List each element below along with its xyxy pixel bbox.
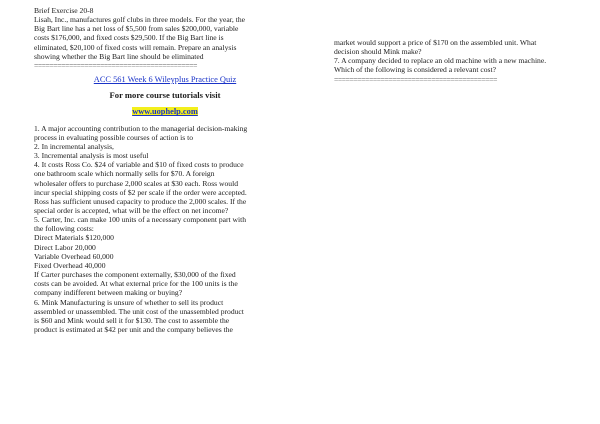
text-line: Lisah, Inc., manufactures golf clubs in three models. For the year, the — [34, 15, 245, 25]
website-link[interactable]: www.uophelp.com — [132, 107, 198, 117]
question-line: special order is accepted, what will be the effect on net income? — [34, 205, 229, 215]
questions-block — [34, 124, 296, 335]
question-line: 3. Incremental analysis is most useful — [34, 151, 149, 161]
question-line: wholesaler offers to purchase 2,000 scales at $30 each. Ross would — [34, 178, 238, 188]
cost-line: Direct Materials $120,000 — [34, 233, 114, 243]
question-line: Which of the following is considered a relevant cost? — [334, 65, 496, 75]
question-line: incur special shipping costs of $2 per scale if the order were accepted. — [34, 187, 247, 197]
question-line: 4. It costs Ross Co. $24 of variable and $10 of fixed costs to produce — [34, 160, 244, 170]
question-line: 1. A major accounting contribution to the managerial decision-making — [34, 123, 248, 133]
text-line: costs $176,000, and fixed costs $29,500. If the Big Bart line is — [34, 33, 224, 43]
cost-line: Direct Labor 20,000 — [34, 242, 96, 252]
separator-line: ========================================== — [34, 60, 198, 70]
question-line: Ross has sufficient unused capacity to produce the 2,000 scales. If the — [34, 196, 247, 206]
separator-line: ========================================== — [334, 74, 498, 84]
question-line: market would support a price of $170 on the assembled unit. What — [334, 38, 537, 47]
question-line: one bathroom scale which normally sells for $70. A foreign — [34, 169, 215, 179]
question-line: 7. A company decided to replace an old machine with a new machine. — [334, 56, 547, 66]
exercise-title: Brief Exercise 20-8 — [34, 6, 94, 15]
left-column — [34, 6, 296, 334]
text-line: showing whether the Big Bart line should be eliminated — [34, 51, 204, 61]
text-line: Big Bart line has a net loss of $5,500 from sales $200,000, variable — [34, 24, 239, 34]
question-line: 5. Carter, Inc. can make 100 units of a necessary component part with — [34, 215, 247, 225]
question-line: costs can be avoided. At what external price for the 100 units is the — [34, 279, 238, 289]
question-line: decision should Mink make? — [334, 47, 422, 57]
intro-block — [34, 6, 296, 61]
quiz-link[interactable]: ACC 561 Week 6 Wileyplus Practice Quiz — [93, 75, 237, 85]
question-line: assembled or unassembled. The unit cost of the unassembled product — [34, 306, 244, 316]
quiz-link-row — [34, 75, 296, 84]
question-line: the following costs: — [34, 224, 94, 234]
cost-line: Fixed Overhead 40,000 — [34, 260, 106, 270]
right-column — [334, 38, 574, 84]
question-line: product is estimated at $42 per unit and the company believes the — [34, 325, 233, 334]
question-line: 2. In incremental analysis, — [34, 141, 114, 151]
question-line: process in evaluating possible courses of action is to — [34, 132, 194, 142]
website-row — [34, 107, 296, 116]
question-line: 6. Mink Manufacturing is unsure of whether to sell its product — [34, 297, 224, 307]
question-line: is $60 and Mink would sell it for $130. The cost to assemble the — [34, 315, 230, 325]
question-line: If Carter purchases the component externally, $30,000 of the fixed — [34, 270, 236, 280]
question-line: company indifferent between making or buying? — [34, 288, 183, 298]
text-line: eliminated, $20,100 of fixed costs will remain. Prepare an analysis — [34, 42, 237, 52]
cost-line: Variable Overhead 60,000 — [34, 251, 114, 261]
tutorials-heading: For more course tutorials visit — [109, 90, 221, 101]
